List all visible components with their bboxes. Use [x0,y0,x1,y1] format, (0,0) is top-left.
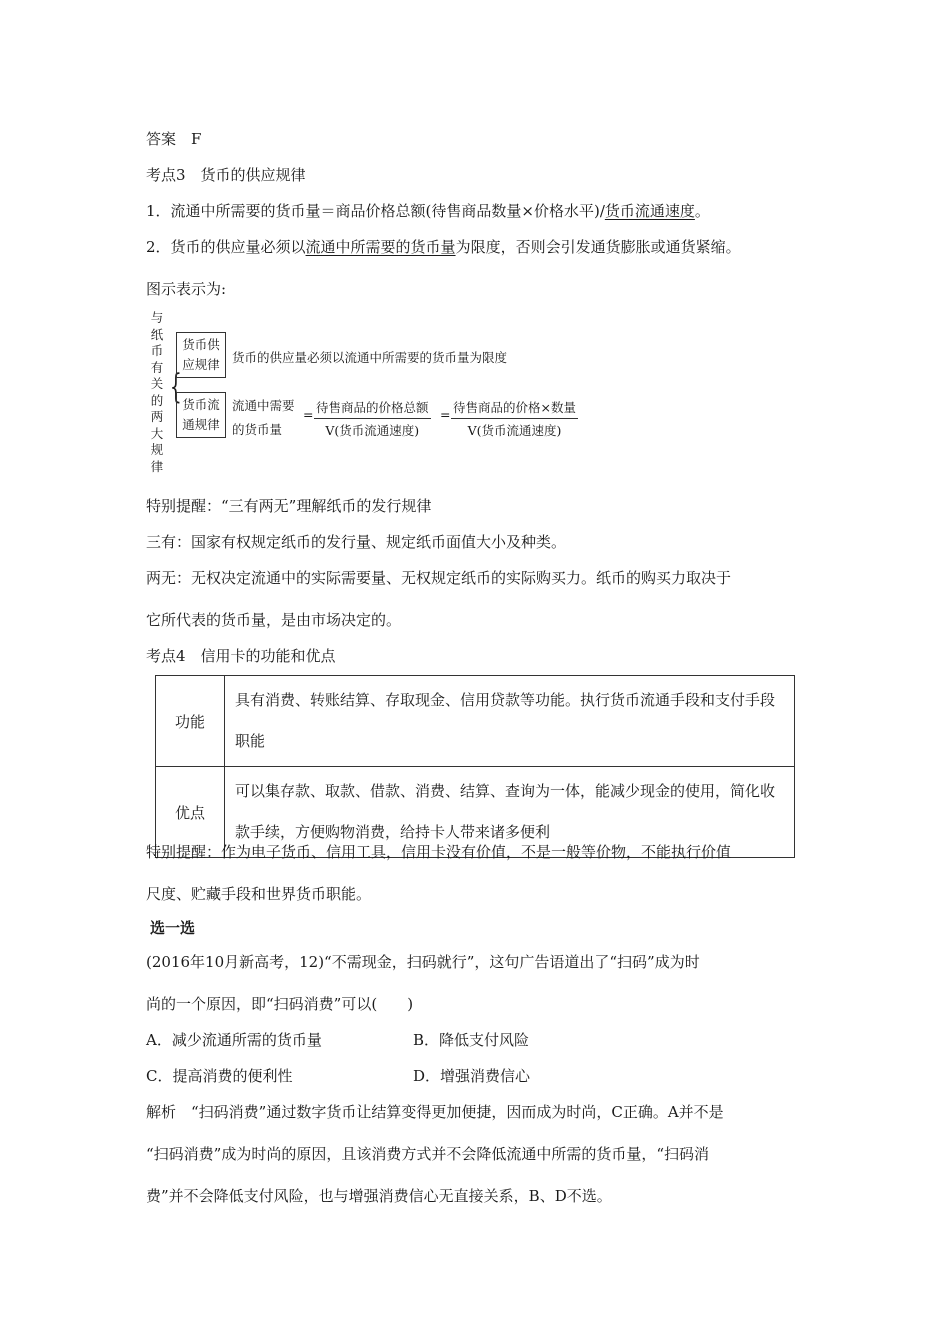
option-d: D．增强消费信心 [413,1067,531,1085]
point3-item1 [146,200,710,221]
two-none-line2: 它所代表的货币量，是由市场决定的。 [146,611,402,629]
analysis-line2: “扫码消费”成为时尚的原因，且该消费方式并不会降低流通中所需的货币量，“扫码消 [146,1145,710,1163]
curly-brace: { [169,367,182,407]
option-a: A．减少流通所需的货币量 [146,1031,322,1049]
answer-line: 答案 F [146,130,202,148]
point3-title: 考点3 货币的供应规律 [146,166,306,184]
analysis-line1: 解析 “扫码消费”通过数字货币让结算变得更加便捷，因而成为时尚，C正确。A并不是 [146,1103,724,1121]
equals-sign-1: = [303,407,314,422]
question-line1: (2016年10月新高考，12)“不需现金，扫码就行”，这句广告语道出了“扫码”成为时 [146,953,700,971]
credit-card-table [155,675,795,858]
table-row [156,676,795,767]
point4-title: 考点4 信用卡的功能和优点 [146,647,336,665]
equals-sign-2: = [440,407,451,422]
option-b: B．降低支付风险 [413,1031,530,1049]
fraction-1: 待售商品的价格总额 V(货币流通速度) [316,400,429,438]
reminder2-line2: 尺度、贮藏手段和世界货币职能。 [146,885,372,903]
table-key: 功能 [156,676,225,767]
select-title: 选一选 [150,919,196,937]
table-key: 优点 [156,767,225,858]
diagram-intro: 图示表示为: [146,280,227,298]
item1-text: 1．流通中所需要的货币量＝商品价格总额(待售商品数量×价格水平)/ [146,202,605,220]
diagram-vertical-title: 与 纸 币 有 关 的 两 大 规 律 [150,310,164,474]
option-c: C．提高消费的便利性 [146,1067,293,1085]
fraction-2: 待售商品的价格×数量 V(货币流通速度) [453,400,576,438]
formula-lhs-2: 的货币量 [232,422,283,437]
table-value: 具有消费、转账结算、存取现金、信用贷款等功能。执行货币流通手段和支付手段职能 [225,676,795,767]
formula-lhs-1: 流通中需要 [232,398,295,413]
question-line2: 尚的一个原因，即“扫码消费”可以( ) [146,995,414,1013]
item1-underlined: 货币流通速度 [604,202,695,220]
supply-law-text: 货币的供应量必须以流通中所需要的货币量为限度 [232,350,508,365]
point3-item2 [146,236,741,257]
two-none-line1: 两无：无权决定流通中的实际需要量、无权规定纸币的实际购买力。纸币的购买力取决于 [146,569,732,587]
item2-end: 为限度，否则会引发通货膨胀或通货紧缩。 [455,238,741,256]
supply-law-box: 货币供 应规律 [176,332,226,378]
reminder2-line1: 特别提醒：作为电子货币、信用工具，信用卡没有价值，不是一般等价物，不能执行价值 [146,843,732,861]
item2-text: 2．货币的供应量必须以 [146,238,306,256]
money-law-diagram [148,310,608,474]
circulation-law-box: 货币流 通规律 [176,392,226,438]
item1-end: 。 [694,202,710,220]
analysis-line3: 费”并不会降低支付风险，也与增强消费信心无直接关系，B、D不选。 [146,1187,612,1205]
table-value: 可以集存款、取款、借款、消费、结算、查询为一体，能减少现金的使用，简化收款手续，方便购物消费，给持卡人带来诸多便利 [225,767,795,858]
three-have: 三有：国家有权规定纸币的发行量、规定纸币面值大小及种类。 [146,533,567,551]
reminder1: 特别提醒：“三有两无”理解纸币的发行规律 [146,497,432,515]
item2-underlined: 流通中所需要的货币量 [305,238,456,256]
